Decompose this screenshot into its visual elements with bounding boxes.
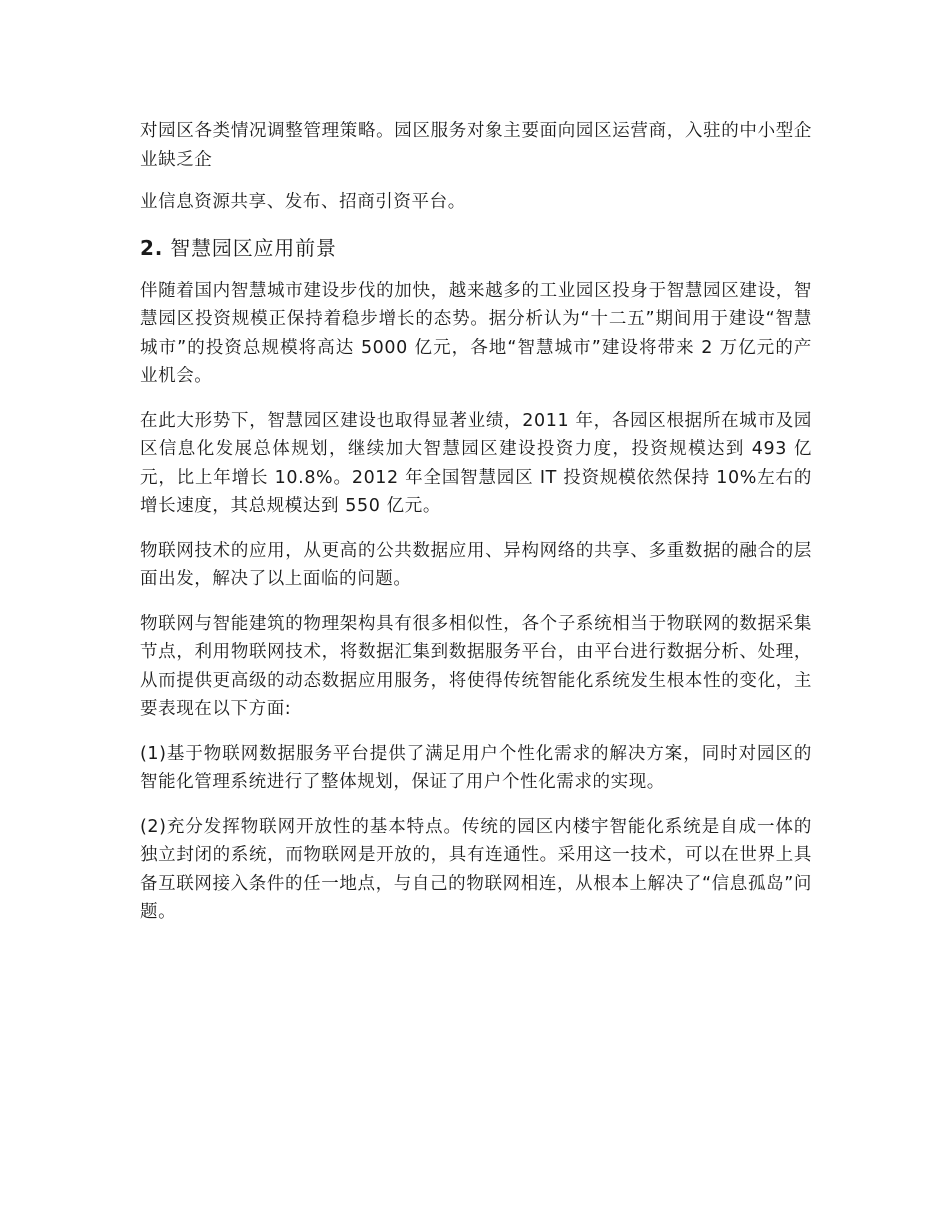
- paragraph-smart-city-investment: 伴随着国内智慧城市建设步伐的加快，越来越多的工业园区投身于智慧园区建设，智慧园区投资规模正保持着稳步增长的态势。据分析认为“十二五”期间用于建设“智慧城市”的投资总规模将高达 5000 亿元，各地“智慧城市”建设将带来 2 万亿元的产业机会。: [140, 280, 812, 386]
- section-number: 2.: [140, 235, 164, 260]
- paragraph-point-1: (1)基于物联网数据服务平台提供了满足用户个性化需求的解决方案，同时对园区的智能化管理系统进行了整体规划，保证了用户个性化需求的实现。: [140, 743, 812, 792]
- paragraph-park-investment-stats: 在此大形势下，智慧园区建设也取得显著业绩，2011 年，各园区根据所在城市及园区信息化发展总体规划，继续加大智慧园区建设投资力度，投资规模达到 493 亿元，比上年增长 10.8%。2012 年全国智慧园区 IT 投资规模依然保持 10%左右的增长速度，其总规模达到 550 亿元。: [140, 410, 812, 516]
- paragraph-iot-architecture: 物联网与智能建筑的物理架构具有很多相似性，各个子系统相当于物联网的数据采集节点，利用物联网技术，将数据汇集到数据服务平台，由平台进行数据分析、处理，从而提供更高级的动态数据应用服务，将使得传统智能化系统发生根本性的变化，主要表现在以下方面:: [140, 613, 812, 719]
- paragraph-platform-gap: 业信息资源共享、发布、招商引资平台。: [140, 192, 466, 212]
- paragraph-iot-application: 物联网技术的应用，从更高的公共数据应用、异构网络的共享、多重数据的融合的层面出发，解决了以上面临的问题。: [140, 540, 812, 589]
- paragraph-intro-continued: 对园区各类情况调整管理策略。园区服务对象主要面向园区运营商，入驻的中小型企业缺乏企: [140, 121, 812, 170]
- paragraph-point-2: (2)充分发挥物联网开放性的基本特点。传统的园区内楼宇智能化系统是自成一体的独立封闭的系统，而物联网是开放的，具有连通性。采用这一技术，可以在世界上具备互联网接入条件的任一地点，与自己的物联网相连，从根本上解决了“信息孤岛”问题。: [140, 816, 812, 922]
- section-title: 智慧园区应用前景: [170, 235, 337, 260]
- section-heading: [140, 233, 812, 263]
- document-body: [140, 117, 812, 943]
